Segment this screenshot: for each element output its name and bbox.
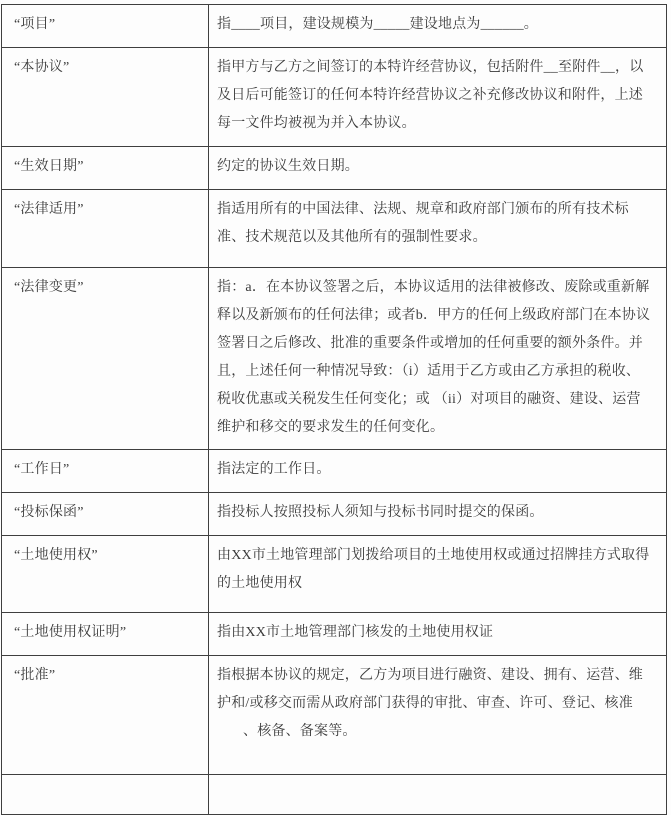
term-cell: “批准” [2, 656, 209, 775]
term-cell: “项目” [2, 5, 209, 48]
term-cell: “投标保函” [2, 493, 209, 536]
table-row [2, 190, 667, 268]
definitions-table [1, 4, 667, 815]
definition-cell: 指甲方与乙方之间签订的本特许经营协议，包括附件__至附件__，以及日后可能签订的任何本特许经营协议之补充修改协议和附件，上述每一文件均被视为并入本协议。 [209, 48, 667, 147]
definition-cell: 由XX市土地管理部门划拨给项目的土地使用权或通过招牌挂方式取得的土地使用权 [209, 536, 667, 613]
table-row [2, 656, 667, 775]
table-row [2, 5, 667, 48]
table-row [2, 147, 667, 190]
table-row-partial [2, 775, 667, 815]
definition-cell: 指由XX市土地管理部门核发的土地使用权证 [209, 613, 667, 656]
definition-cell: 指法定的工作日。 [209, 450, 667, 493]
table-row [2, 450, 667, 493]
table-row [2, 48, 667, 147]
definition-cell: 指：a．在本协议签署之后，本协议适用的法律被修改、废除或重新解释以及新颁布的任何法律；或者b．甲方的任何上级政府部门在本协议签署日之后修改、批准的重要条件或增加的任何重要的额外条件。并且，上述任何一种情况导致：（i）适用于乙方或由乙方承担的税收、税收优惠或关税发生任何变化；或 （ii）对项目的融资、建设、运营维护和移交的要求发生的任何变化。 [209, 268, 667, 450]
definition-cell: 指投标人按照投标人须知与投标书同时提交的保函。 [209, 493, 667, 536]
definition-continuation: 、核备、备案等。 [243, 724, 357, 739]
term-cell: “土地使用权证明” [2, 613, 209, 656]
definition-cell: 约定的协议生效日期。 [209, 147, 667, 190]
term-cell [2, 775, 209, 815]
definition-cell: 指____项目，建设规模为_____建设地点为______。 [209, 5, 667, 48]
table-row [2, 536, 667, 613]
term-cell: “生效日期” [2, 147, 209, 190]
definition-cell: 指适用所有的中国法律、法规、规章和政府部门颁布的所有技术标准、技术规范以及其他所有的强制性要求。 [209, 190, 667, 268]
term-cell: “法律适用” [2, 190, 209, 268]
term-cell: “本协议” [2, 48, 209, 147]
definition-cell [209, 775, 667, 815]
definition-cell [209, 656, 667, 775]
term-cell: “工作日” [2, 450, 209, 493]
term-cell: “法律变更” [2, 268, 209, 450]
table-row [2, 613, 667, 656]
definition-text: 指根据本协议的规定，乙方为项目进行融资、建设、拥有、运营、维护和/或移交而需从政府部门获得的审批、审查、许可、登记、核准 [217, 668, 643, 711]
table-row [2, 268, 667, 450]
table-row [2, 493, 667, 536]
term-cell: “土地使用权” [2, 536, 209, 613]
